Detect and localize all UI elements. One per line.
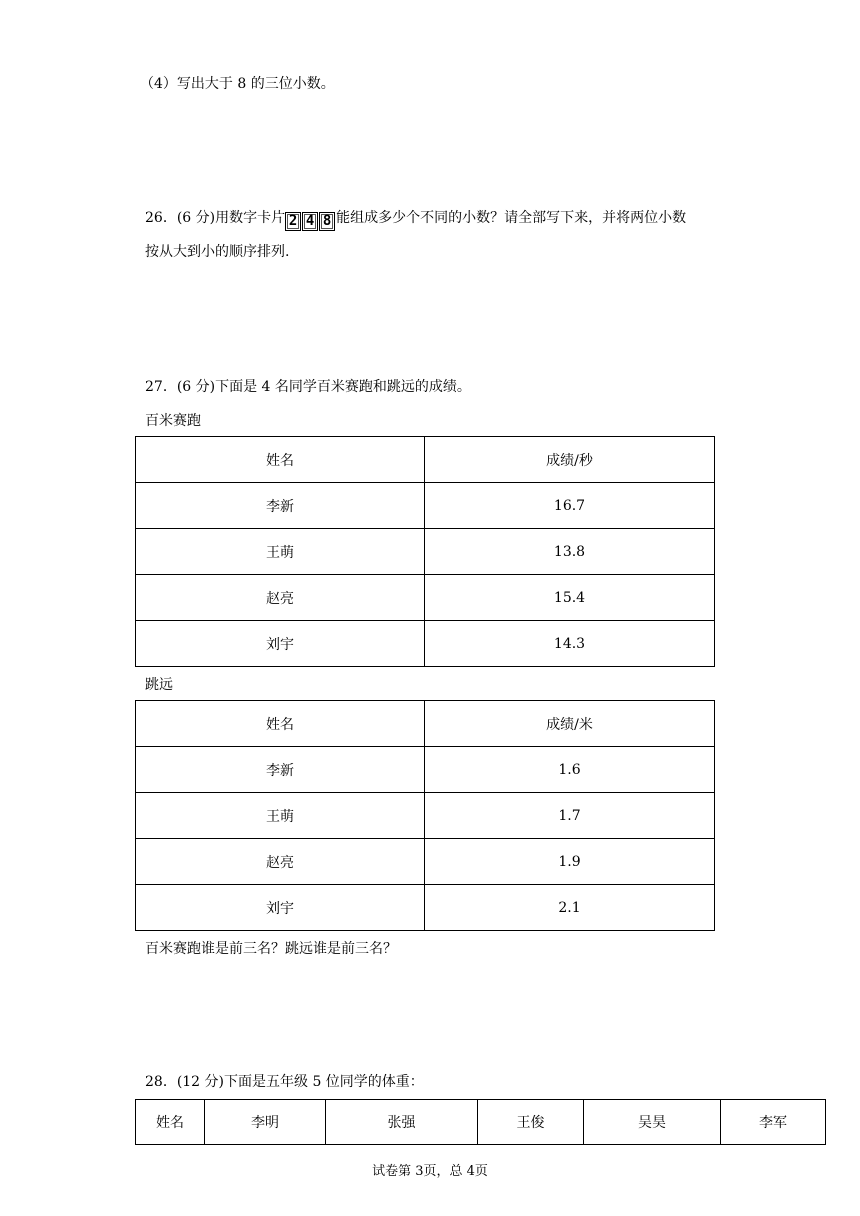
table-header-row [136,1100,826,1145]
header-name: 姓名 [136,701,425,747]
sprint-table [135,436,715,667]
header-score: 成绩/米 [425,701,715,747]
cell-score: 1.7 [425,793,715,839]
cell-name: 赵亮 [136,839,425,885]
q27-question: 百米赛跑谁是前三名？跳远谁是前三名？ [145,941,397,957]
table2-caption: 跳远 [145,677,173,693]
cell-name: 刘宇 [136,621,425,667]
header-student: 李明 [205,1100,326,1145]
page-footer: 试卷第 3页，总 4页 [372,1164,488,1179]
q26-suffix: 能组成多少个不同的小数？请全部写下来，并将两位小数 [336,210,687,226]
table-row [136,483,715,529]
header-student: 吴昊 [584,1100,721,1145]
cell-name: 王萌 [136,529,425,575]
cell-name: 李新 [136,483,425,529]
digit-card-2: 2 [285,212,301,231]
q28-intro: 28．(12 分)下面是五年级 5 位同学的体重： [145,1074,424,1090]
jump-table [135,700,715,931]
q26-prefix: 26．(6 分)用数字卡片 [145,210,286,226]
header-name: 姓名 [136,1100,205,1145]
table-row [136,575,715,621]
q26-line1 [145,209,686,231]
table-header-row [136,701,715,747]
cell-score: 15.4 [425,575,715,621]
header-name: 姓名 [136,437,425,483]
q27-intro: 27．(6 分)下面是 4 名同学百米赛跑和跳远的成绩。 [145,379,471,395]
cell-score: 16.7 [425,483,715,529]
cell-name: 刘宇 [136,885,425,931]
cell-score: 2.1 [425,885,715,931]
cell-score: 14.3 [425,621,715,667]
header-student: 李军 [721,1100,826,1145]
table-row [136,793,715,839]
table-row [136,747,715,793]
table-row [136,621,715,667]
table-header-row [136,437,715,483]
cell-score: 1.9 [425,839,715,885]
table-row [136,839,715,885]
header-score: 成绩/秒 [425,437,715,483]
cell-name: 李新 [136,747,425,793]
cell-name: 赵亮 [136,575,425,621]
q26-line2: 按从大到小的顺序排列. [145,244,290,260]
weight-table [135,1099,826,1145]
table-row [136,529,715,575]
q25-part4-text: （4）写出大于 8 的三位小数。 [140,76,335,92]
cell-score: 13.8 [425,529,715,575]
header-student: 王俊 [478,1100,584,1145]
digit-card-8: 8 [319,212,335,231]
table-row [136,885,715,931]
table1-caption: 百米赛跑 [145,413,201,429]
cell-name: 王萌 [136,793,425,839]
digit-card-4: 4 [302,212,318,231]
header-student: 张强 [326,1100,478,1145]
cell-score: 1.6 [425,747,715,793]
